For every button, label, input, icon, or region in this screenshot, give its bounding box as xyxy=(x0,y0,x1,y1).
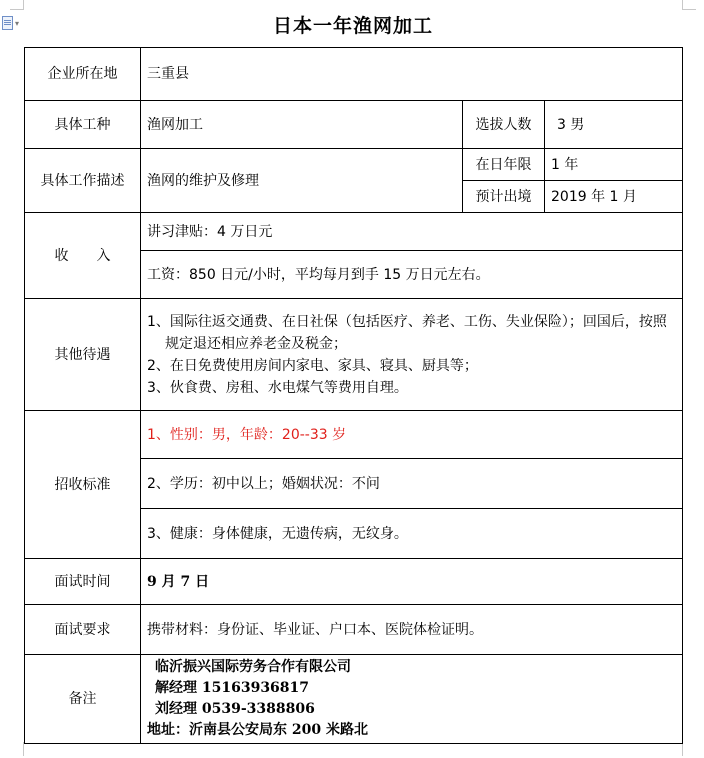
row-job-desc xyxy=(25,149,683,181)
term-label: 在日年限 xyxy=(463,149,545,181)
criteria-gender-age: 1、性别：男，年龄：20--33 岁 xyxy=(141,411,683,459)
benefits-label: 其他待遇 xyxy=(25,299,141,411)
row-allowance xyxy=(25,213,683,251)
term-value: 1 年 xyxy=(545,149,683,181)
interview-time-label: 面试时间 xyxy=(25,559,141,605)
recruitment-table xyxy=(24,47,683,744)
criteria-education: 2、学历：初中以上；婚姻状况：不问 xyxy=(141,459,683,509)
count-value: 3 男 xyxy=(545,101,683,149)
contact-manager-2: 刘经理 0539-3388806 xyxy=(155,701,315,717)
interview-time-value: 9 月 7 日 xyxy=(141,559,683,605)
job-desc-value: 渔网的维护及修理 xyxy=(141,149,463,213)
row-job-type xyxy=(25,101,683,149)
notes-label: 备注 xyxy=(25,655,141,744)
company-address: 地址：沂南县公安局东 200 米路北 xyxy=(147,722,368,738)
location-value: 三重县 xyxy=(141,48,683,101)
job-type-label: 具体工种 xyxy=(25,101,141,149)
crop-mark xyxy=(23,742,24,756)
crop-mark xyxy=(682,9,696,10)
row-interview-req xyxy=(25,605,683,655)
page-icon xyxy=(2,16,13,30)
document-title: 日本一年渔网加工 xyxy=(272,15,433,37)
row-location xyxy=(25,48,683,101)
criteria-health: 3、健康：身体健康，无遗传病，无纹身。 xyxy=(141,509,683,559)
company-name: 临沂振兴国际劳务合作有限公司 xyxy=(155,659,351,675)
row-benefits xyxy=(25,299,683,411)
row-interview-time xyxy=(25,559,683,605)
row-criteria-1 xyxy=(25,411,683,459)
crop-mark xyxy=(10,9,24,10)
crop-mark xyxy=(682,742,683,756)
location-label: 企业所在地 xyxy=(25,48,141,101)
dropdown-arrow-icon: ▾ xyxy=(15,18,20,28)
departure-label: 预计出境 xyxy=(463,181,545,213)
income-label: 收 入 xyxy=(25,213,141,299)
contact-manager-1: 解经理 15163936817 xyxy=(155,680,310,696)
interview-req-value: 携带材料：身份证、毕业证、户口本、医院体检证明。 xyxy=(141,605,683,655)
criteria-label: 招收标准 xyxy=(25,411,141,559)
job-type-value: 渔网加工 xyxy=(141,101,463,149)
row-notes xyxy=(25,655,683,744)
benefits-list xyxy=(141,299,683,411)
count-label: 选拔人数 xyxy=(463,101,545,149)
departure-value: 2019 年 1 月 xyxy=(545,181,683,213)
notes-content xyxy=(141,655,683,744)
allowance-value: 讲习津贴：4 万日元 xyxy=(141,213,683,251)
benefit-item: 1、国际往返交通费、在日社保（包括医疗、养老、工伤、失业保险）；回国后，按照规定退还相应养老金及税金； xyxy=(147,313,667,352)
wage-value: 工资：850 日元/小时，平均每月到手 15 万日元左右。 xyxy=(141,251,683,299)
benefit-item: 3、伙食费、房租、水电煤气等费用自理。 xyxy=(147,379,408,396)
benefit-item: 2、在日免费使用房间内家电、家具、寝具、厨具等； xyxy=(147,357,478,374)
interview-req-label: 面试要求 xyxy=(25,605,141,655)
job-desc-label: 具体工作描述 xyxy=(25,149,141,213)
